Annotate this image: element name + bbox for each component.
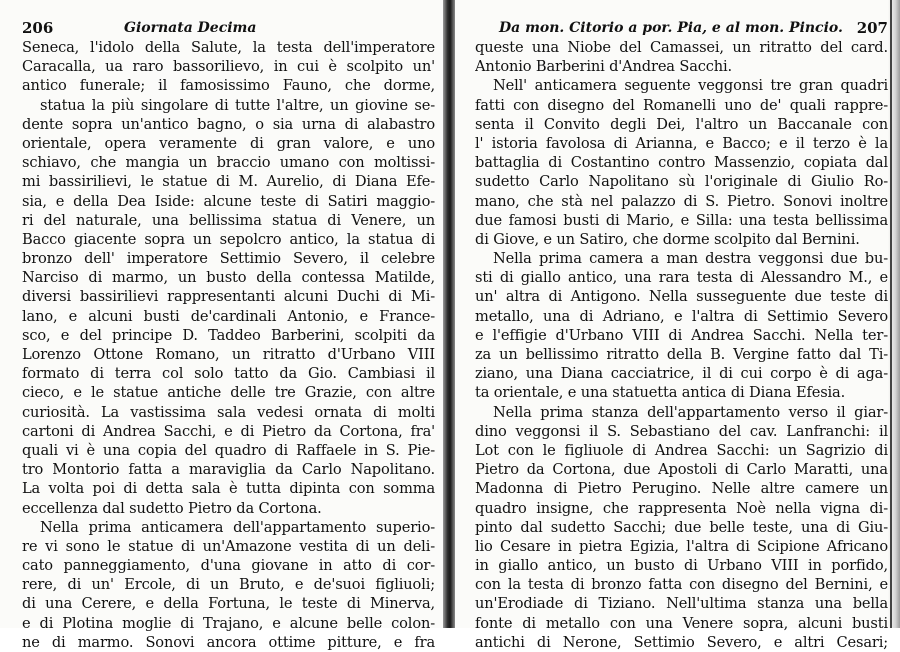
text-line: di una Cerere, e della Fortuna, le teste di Minerva,	[22, 595, 435, 613]
text-line: ri del naturale, una bellissima statua di Venere, un	[22, 211, 435, 229]
text-line: in giallo antico, un busto di Urbano VIII in porfido,	[475, 557, 888, 575]
text-line: cieco, e le statue antiche delle tre Grazie, con altre	[22, 384, 435, 402]
text-line: Madonna di Pietro Perugino. Nelle altre camere un	[475, 480, 888, 498]
right-running-title: Da mon. Citorio a por. Pia, e al mon. Pincio.	[499, 20, 843, 36]
text-line: con la testa di bronzo fatta con disegno del Bernini, e	[475, 576, 888, 594]
text-line: Nella prima camera a man destra veggonsi due bu-	[493, 250, 888, 268]
text-line: metallo, una di Adriano, e l'altra di Settimio Severo	[475, 307, 888, 325]
text-line: za un bellissimo ritratto della B. Vergine fatto dal Ti-	[475, 346, 888, 363]
left-page-text	[22, 38, 435, 652]
text-line: bronzo dell' imperatore Settimio Severo, il celebre	[22, 250, 435, 268]
text-line: queste una Niobe del Camassei, un ritratto del card.	[475, 39, 888, 56]
text-line: fonte di metallo con una Venere sopra, alcuni busti	[475, 614, 888, 632]
text-line: antico funerale; il famosissimo Fauno, che dorme,	[22, 77, 435, 95]
text-line: Antonio Barberini d'Andrea Sacchi.	[475, 58, 733, 76]
text-line: Bacco giacente sopra un sepolcro antico, la statua di	[22, 230, 435, 248]
text-line: ziano, una Diana cacciatrice, il di cui corpo è di aga-	[475, 365, 888, 383]
text-line: mano, che stà nel palazzo di S. Pietro. Sonovi inoltre	[475, 192, 888, 210]
text-line: ne di marmo. Sonovi ancora ottime pitture, e fra	[22, 633, 435, 651]
text-line: Narciso di marmo, un busto della contessa Matilde,	[22, 269, 435, 287]
text-line: di Giove, e un Satiro, che dorme scolpito dal Bernini.	[475, 230, 860, 248]
text-line: sia, e della Dea Iside: alcune teste di Satiri maggio-	[22, 192, 435, 210]
text-line: statua la più singolare di tutte l'altre, un giovine se-	[40, 96, 435, 114]
text-line: Lot con le figliuole di Andrea Sacchi: un Sagrizio di	[475, 441, 888, 459]
text-line: battaglia di Costantino contro Massenzio, copiata dal	[475, 154, 888, 172]
text-line: tro Montorio fatta a maraviglia da Carlo Napolitano.	[22, 461, 435, 479]
right-page-number: 207	[856, 19, 888, 37]
text-line: sco, e del principe D. Taddeo Barberini, scolpiti da	[22, 326, 435, 344]
text-line: diversi bassirilievi rappresentanti alcuni Duchi di Mi-	[22, 288, 435, 306]
left-page	[0, 0, 443, 651]
right-running-head	[475, 20, 888, 36]
left-running-title: Giornata Decima	[124, 20, 257, 36]
text-line: re vi sono le statue di un'Amazone vestita di un deli-	[22, 537, 435, 555]
text-line: lio Cesare in pietra Egizia, l'altra di Scipione Africano	[475, 537, 888, 555]
text-line: ta orientale, e una statuetta antica di Diana Efesia.	[475, 384, 846, 402]
left-running-head	[22, 20, 435, 36]
text-line: un' altra di Antigono. Nella susseguente due teste di	[475, 288, 888, 306]
text-line: due famosi busti di Mario, e Silla: una testa bellissima	[475, 211, 888, 229]
book-gutter	[443, 0, 455, 628]
text-line: Seneca, l'idolo della Salute, la testa dell'imperatore	[22, 39, 435, 56]
text-line: antichi di Nerone, Settimio Severo, e altri Cesari;	[475, 633, 888, 651]
text-line: curiosità. La vastissima sala vedesi ornata di molti	[22, 403, 435, 421]
text-line: La volta poi di detta sala è tutta dipinta con somma	[22, 480, 435, 498]
text-line: l' istoria favolosa di Arianna, e Bacco; e il terzo è la	[475, 134, 888, 152]
text-line: eccellenza dal sudetto Pietro da Cortona.	[22, 499, 322, 517]
text-line: un'Erodiade di Tiziano. Nell'ultima stanza una bella	[475, 595, 888, 613]
text-line: schiavo, che mangia un braccio umano con moltissi-	[22, 154, 435, 172]
text-line: dino veggonsi il S. Sebastiano del cav. Lanfranchi: il	[475, 422, 888, 440]
text-line: Nell' anticamera seguente veggonsi tre gran quadri	[493, 77, 888, 95]
text-line: e l'effigie d'Urbano VIII di Andrea Sacchi. Nella ter-	[475, 326, 888, 344]
text-line: senta il Convito degli Dei, l'altro un Baccanale con	[475, 115, 888, 133]
text-line: quali vi è una copia del quadro di Raffaele in S. Pie-	[22, 441, 435, 459]
text-line: fatti con disegno del Romanelli uno de' quali rappre-	[475, 96, 888, 114]
text-line: e di Plotina moglie di Trajano, e alcune belle colon-	[22, 614, 435, 632]
right-page-text	[475, 38, 888, 652]
text-line: Caracalla, ua raro bassorilievo, in cui è scolpito un'	[22, 58, 435, 76]
text-line: Nella prima stanza dell'appartamento verso il giar-	[493, 403, 888, 421]
text-line: cartoni di Andrea Sacchi, e di Pietro da Cortona, fra'	[22, 422, 435, 440]
left-page-number: 206	[22, 19, 54, 37]
text-line: Lorenzo Ottone Romano, un ritratto d'Urbano VIII	[22, 346, 435, 363]
text-line: dente sopra un'antico bagno, o sia urna di alabastro	[22, 115, 435, 133]
text-line: orientale, opera veramente di gran valore, e uno	[22, 134, 435, 152]
text-line: quadro insigne, che rappresenta Noè nella vigna di-	[475, 499, 888, 517]
right-page	[455, 0, 900, 651]
text-line: Pietro da Cortona, due Apostoli di Carlo Maratti, una	[475, 461, 888, 479]
text-line: lano, e alcuni busti de'cardinali Antonio, e France-	[22, 307, 435, 325]
text-line: pinto dal sudetto Sacchi; due belle teste, una di Giu-	[475, 518, 888, 536]
text-line: Nella prima anticamera dell'appartamento superio-	[40, 518, 435, 536]
page-edge-line	[890, 0, 892, 628]
text-line: formato di terra col solo tatto da Gio. Cambiasi il	[22, 365, 435, 383]
text-line: sti di giallo antico, una rara testa di Alessandro M., e	[475, 269, 888, 287]
text-line: cato panneggiamento, d'una giovane in atto di cor-	[22, 557, 435, 575]
text-line: rere, di un' Ercole, di un Bruto, e de'suoi figliuoli;	[22, 576, 435, 594]
text-line: mi bassirilievi, le statue di M. Aurelio, di Diana Efe-	[22, 173, 435, 191]
text-line: sudetto Carlo Napolitano sù l'originale di Giulio Ro-	[475, 173, 888, 191]
